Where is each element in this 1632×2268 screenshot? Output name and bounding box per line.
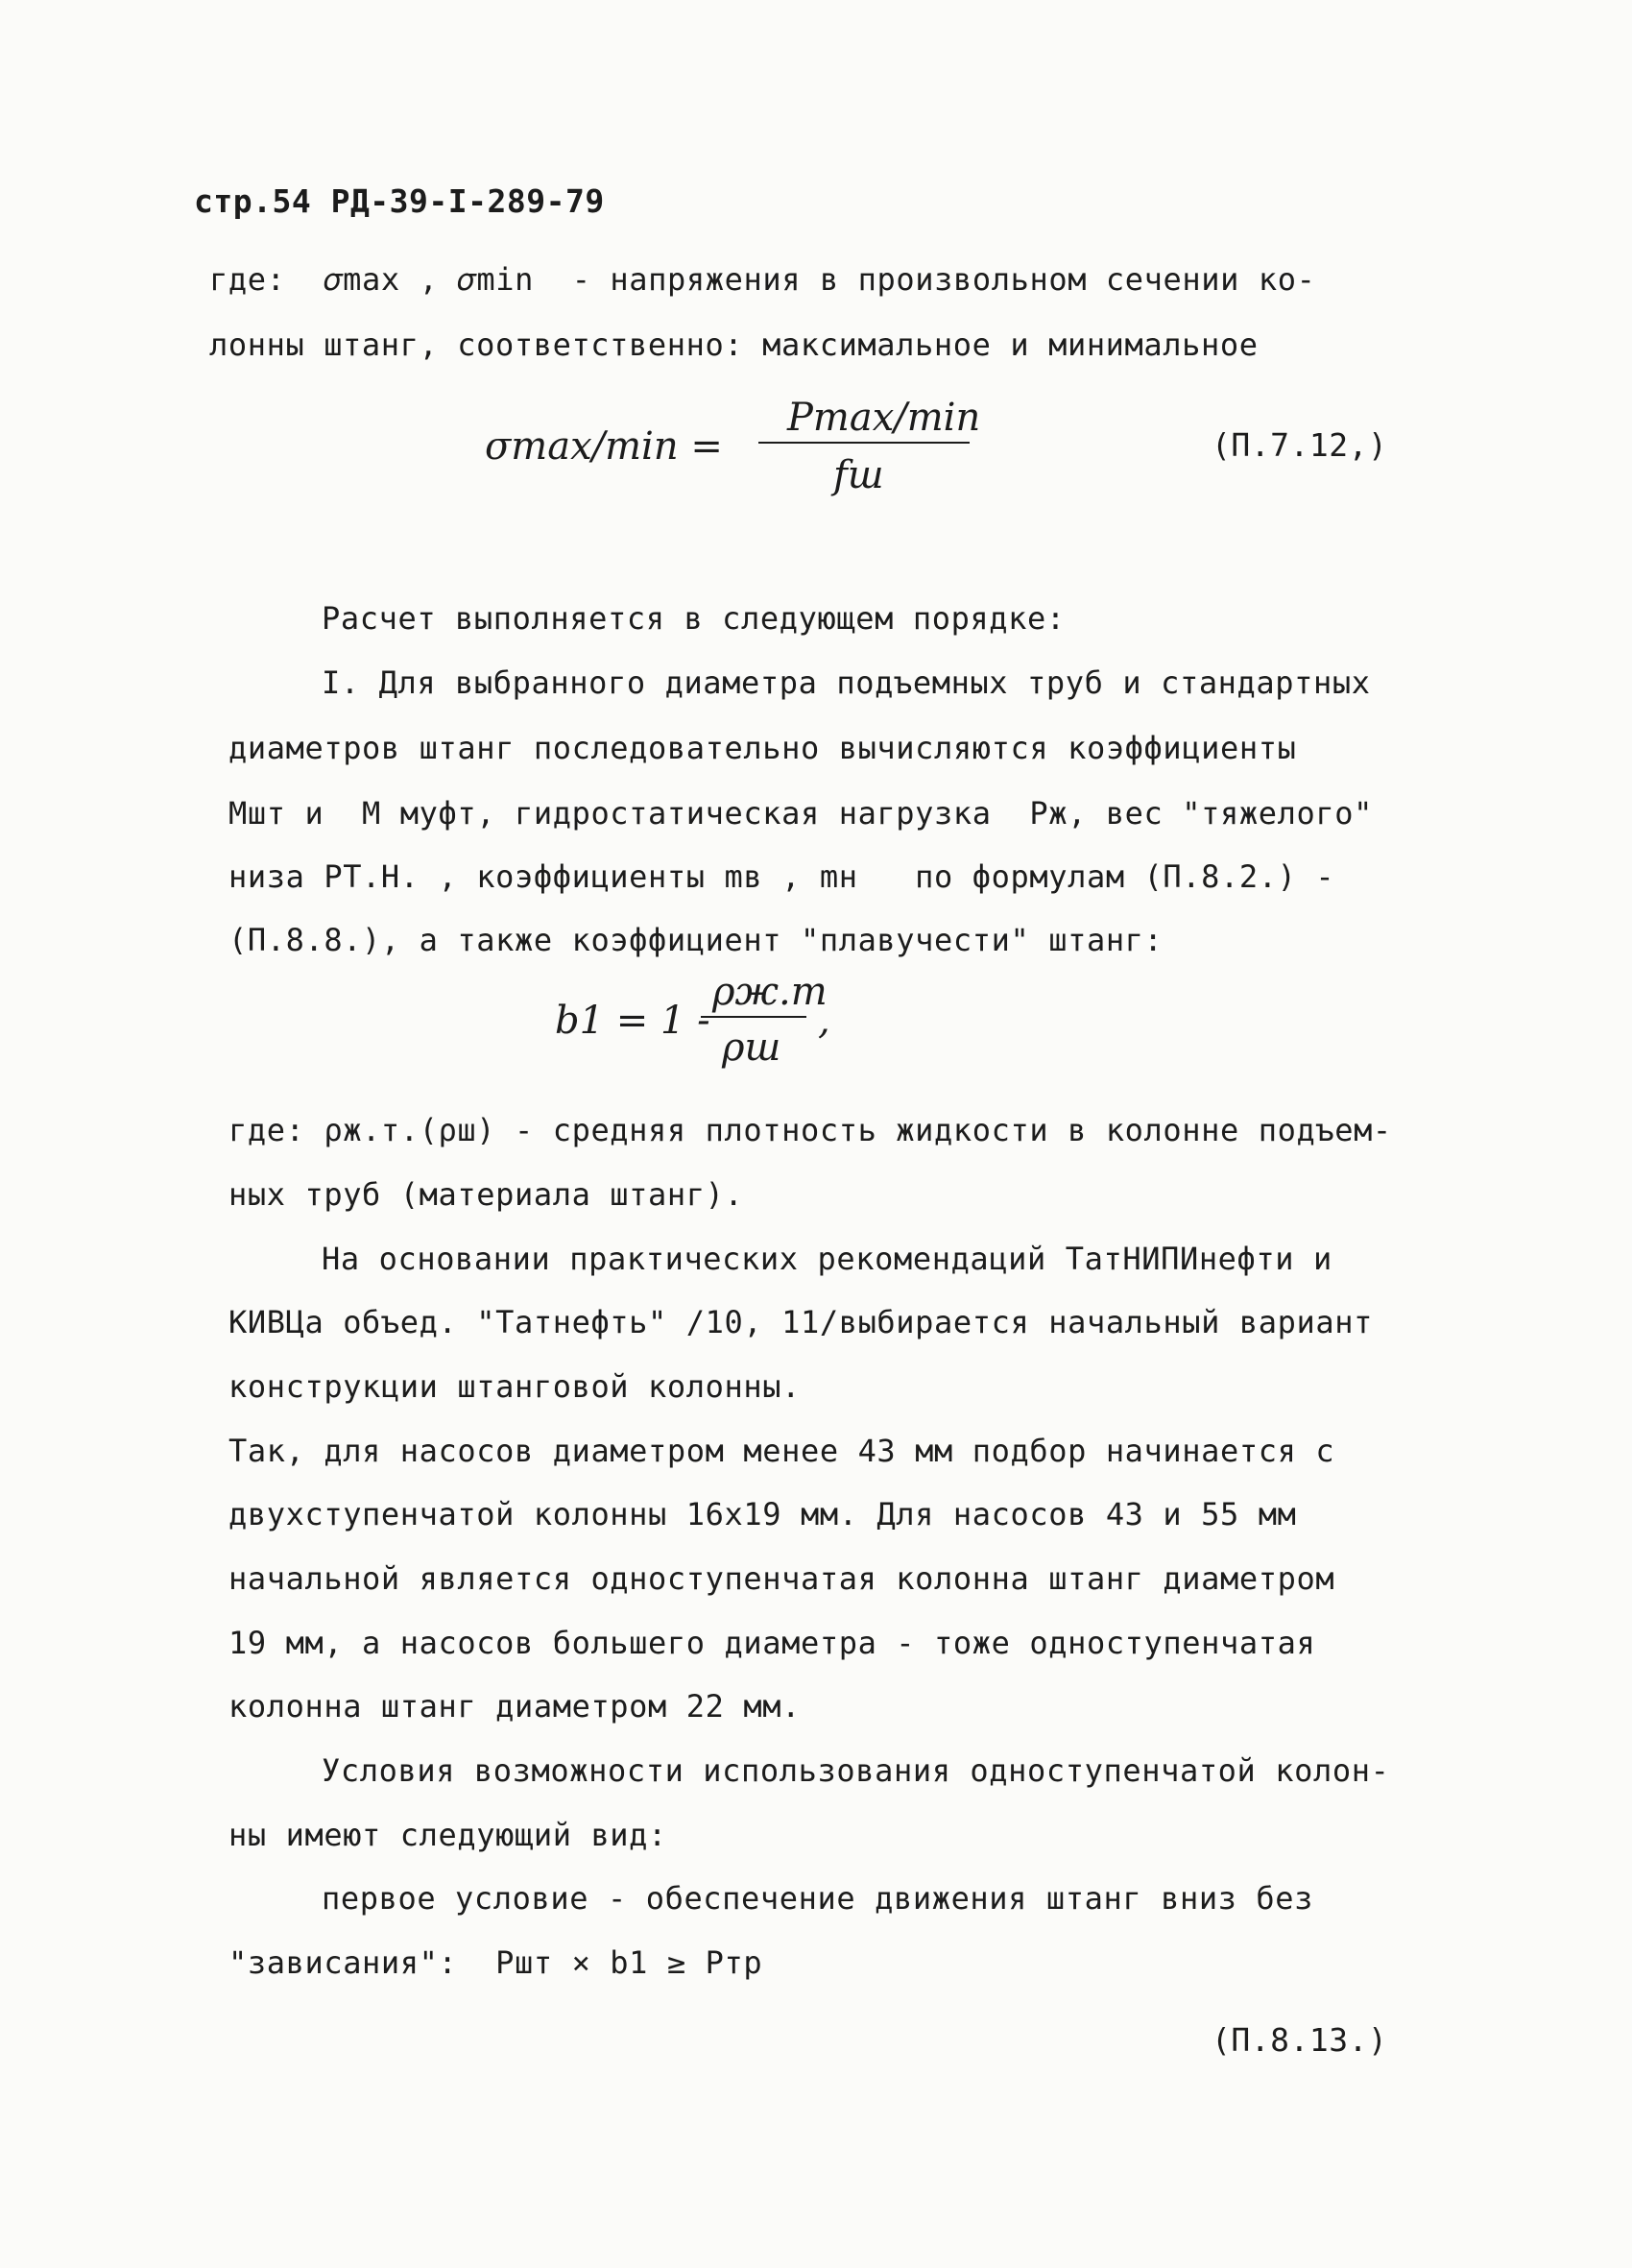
text-line: колонна штанг диаметром 22 мм. [228, 1688, 801, 1725]
text-line: КИВЦа объед. "Татнефть" /10, 11/выбирается начальный вариант [228, 1304, 1373, 1340]
fraction-line [758, 442, 970, 444]
text-line: Так, для насосов диаметром менее 43 мм подбор начинается с [228, 1433, 1335, 1469]
text-line: конструкции штанговой колонны. [228, 1368, 801, 1405]
text-line: I. Для выбранного диаметра подъемных труб и стандартных [322, 664, 1371, 701]
formula-buoyancy-tail: , [818, 999, 830, 1043]
text-line: "зависания": Pшт × b1 ≥ Pтр [228, 1944, 763, 1981]
equation-number: (П.7.12,) [1212, 426, 1388, 464]
text-line: На основании практических рекомендаций ТатНИПИнефти и [322, 1241, 1332, 1277]
text-line: где: ρж.т.(ρш) - средняя плотность жидкости в колонне подъем- [228, 1112, 1392, 1148]
equation-number: (П.8.13.) [1212, 2021, 1388, 2059]
formula-sigma-denominator: fш [833, 453, 884, 497]
text-line: ны имеют следующий вид: [228, 1817, 667, 1853]
formula-sigma-left: 𝜎max/min = [485, 424, 723, 469]
text-line: Расчет выполняется в следующем порядке: [322, 600, 1066, 637]
text-line: диаметров штанг последовательно вычисляются коэффициенты [228, 730, 1297, 766]
text-line: первое условие - обеспечение движения штанг вниз без [322, 1880, 1314, 1917]
text-line: Условия возможности использования одноступенчатой колон- [322, 1752, 1390, 1789]
text-line: лонны штанг, соответственно: максимальное и минимальное [209, 326, 1259, 363]
text-line: Mшт и M муфт, гидростатическая нагрузка Pж, вес "тяжелого" [228, 795, 1373, 832]
text-line: 19 мм, а насосов большего диаметра - тоже одноступенчатая [228, 1625, 1316, 1661]
text-line: где: 𝜎max , 𝜎min - напряжения в произвольном сечении ко- [209, 261, 1316, 298]
formula-buoyancy-numerator: ρж.т [712, 970, 828, 1014]
text-line: (П.8.8.), а также коэффициент "плавучести" штанг: [228, 922, 1164, 958]
text-line: низа PТ.Н. , коэффициенты mв , mн по формулам (П.8.2.) - [228, 858, 1335, 895]
text-line: ных труб (материала штанг). [228, 1176, 744, 1213]
text-line: начальной является одноступенчатая колонна штанг диаметром [228, 1560, 1335, 1597]
fraction-line [701, 1016, 806, 1018]
page-header: стр.54 РД-39-I-289-79 [194, 182, 605, 220]
formula-sigma-numerator: Pmax/min [787, 396, 981, 440]
text-line: двухступенчатой колонны 16х19 мм. Для насосов 43 и 55 мм [228, 1496, 1297, 1532]
formula-buoyancy-left: b1 = 1 - [555, 999, 710, 1043]
formula-buoyancy-denominator: ρш [722, 1025, 781, 1070]
